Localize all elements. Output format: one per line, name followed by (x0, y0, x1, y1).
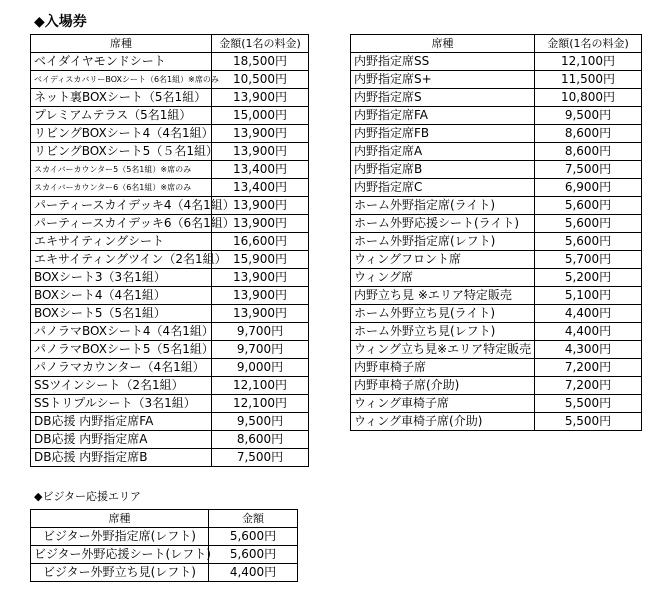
seat-type-cell: ホーム外野立ち見(ライト) (351, 305, 535, 323)
price-cell: 5,200円 (535, 269, 642, 287)
table-row (31, 269, 309, 287)
table-row (351, 125, 642, 143)
header-price: 金額(1名の料金) (212, 35, 309, 53)
seat-type-cell: スカイバーカウンター5（5名1組）※席のみ (31, 161, 212, 179)
table-row (351, 53, 642, 71)
table-row (31, 89, 309, 107)
price-cell: 8,600円 (212, 431, 309, 449)
price-cell: 13,400円 (212, 161, 309, 179)
seat-type-cell: DB応援 内野指定席A (31, 431, 212, 449)
seat-type-cell: ウィングフロント席 (351, 251, 535, 269)
table-row (31, 215, 309, 233)
seat-type-cell: SSトリプルシート（3名1組） (31, 395, 212, 413)
price-cell: 5,600円 (535, 197, 642, 215)
header-price: 金額 (209, 510, 298, 528)
price-cell: 15,900円 (212, 251, 309, 269)
table-row (31, 287, 309, 305)
seat-type-cell: ウィング車椅子席 (351, 395, 535, 413)
table-row (31, 233, 309, 251)
ticket-price-table-right (350, 34, 642, 431)
table-row (31, 305, 309, 323)
table-row (31, 251, 309, 269)
price-cell: 13,900円 (212, 89, 309, 107)
table-row (351, 395, 642, 413)
price-cell: 12,100円 (212, 395, 309, 413)
price-cell: 16,600円 (212, 233, 309, 251)
price-cell: 4,400円 (209, 564, 298, 582)
seat-type-cell: 内野車椅子席(介助) (351, 377, 535, 395)
table-row (31, 359, 309, 377)
table-row (31, 377, 309, 395)
header-seat-type: 席種 (31, 35, 212, 53)
seat-type-cell: リビングBOXシート4（4名1組） (31, 125, 212, 143)
price-cell: 5,600円 (535, 233, 642, 251)
table-row (31, 395, 309, 413)
table-row (31, 143, 309, 161)
visitor-price-table (30, 509, 298, 582)
table-row (351, 323, 642, 341)
price-cell: 13,900円 (212, 143, 309, 161)
price-cell: 6,900円 (535, 179, 642, 197)
seat-type-cell: ホーム外野立ち見(レフト) (351, 323, 535, 341)
seat-type-cell: DB応援 内野指定席FA (31, 413, 212, 431)
table-row (351, 287, 642, 305)
table-row (31, 431, 309, 449)
price-cell: 9,500円 (212, 413, 309, 431)
table-row (351, 161, 642, 179)
price-cell: 9,700円 (212, 323, 309, 341)
seat-type-cell: パノラマBOXシート5（5名1組） (31, 341, 212, 359)
price-cell: 11,500円 (535, 71, 642, 89)
price-cell: 18,500円 (212, 53, 309, 71)
price-cell: 7,500円 (535, 161, 642, 179)
seat-type-cell: パノラマカウンター（4名1組） (31, 359, 212, 377)
table-row (351, 233, 642, 251)
seat-type-cell: パノラマBOXシート4（4名1組） (31, 323, 212, 341)
table-row (351, 413, 642, 431)
seat-type-cell: パーティースカイデッキ6（6名1組） (31, 215, 212, 233)
price-cell: 13,400円 (212, 179, 309, 197)
seat-type-cell: BOXシート4（4名1組） (31, 287, 212, 305)
seat-type-cell: 内野立ち見 ※エリア特定販売 (351, 287, 535, 305)
table-row (31, 546, 298, 564)
table-row (31, 449, 309, 467)
seat-type-cell: スカイバーカウンター6（6名1組）※席のみ (31, 179, 212, 197)
price-cell: 7,200円 (535, 359, 642, 377)
seat-type-cell: ベイダイヤモンドシート (31, 53, 212, 71)
price-cell: 9,700円 (212, 341, 309, 359)
price-cell: 13,900円 (212, 305, 309, 323)
price-cell: 8,600円 (535, 143, 642, 161)
price-cell: 5,500円 (535, 395, 642, 413)
table-row (351, 143, 642, 161)
table-row (351, 215, 642, 233)
table-row (351, 269, 642, 287)
table-row (31, 323, 309, 341)
seat-type-cell: ホーム外野応援シート(ライト) (351, 215, 535, 233)
seat-type-cell: 内野指定席B (351, 161, 535, 179)
price-cell: 13,900円 (212, 269, 309, 287)
seat-type-cell: 内野指定席C (351, 179, 535, 197)
price-cell: 7,500円 (212, 449, 309, 467)
price-cell: 10,800円 (535, 89, 642, 107)
seat-type-cell: ビジター外野応援シート(レフト) (31, 546, 209, 564)
seat-type-cell: ウィング席 (351, 269, 535, 287)
price-cell: 13,900円 (212, 197, 309, 215)
table-header-row (31, 35, 309, 53)
seat-type-cell: プレミアムテラス（5名1組） (31, 107, 212, 125)
seat-type-cell: 内野指定席FA (351, 107, 535, 125)
seat-type-cell: ホーム外野指定席(ライト) (351, 197, 535, 215)
table-row (351, 71, 642, 89)
seat-type-cell: BOXシート5（5名1組） (31, 305, 212, 323)
seat-type-cell: 内野指定席A (351, 143, 535, 161)
header-seat-type: 席種 (31, 510, 209, 528)
seat-type-cell: BOXシート3（3名1組） (31, 269, 212, 287)
visitor-section-title: ◆ビジター応援エリア (34, 490, 142, 503)
seat-type-cell: 内野指定席FB (351, 125, 535, 143)
seat-type-cell: リビングBOXシート5（５名1組） (31, 143, 212, 161)
seat-type-cell: ビジター外野指定席(レフト) (31, 528, 209, 546)
price-cell: 12,100円 (212, 377, 309, 395)
table-row (351, 359, 642, 377)
price-cell: 5,600円 (535, 215, 642, 233)
seat-type-cell: 内野指定席S+ (351, 71, 535, 89)
table-row (351, 341, 642, 359)
price-cell: 15,000円 (212, 107, 309, 125)
price-cell: 10,500円 (212, 71, 309, 89)
seat-type-cell: エキサイティングツイン（2名1組） (31, 251, 212, 269)
seat-type-cell: SSツインシート（2名1組） (31, 377, 212, 395)
table-row (31, 71, 309, 89)
table-row (31, 107, 309, 125)
header-price: 金額(1名の料金) (535, 35, 642, 53)
header-seat-type: 席種 (351, 35, 535, 53)
table-row (31, 179, 309, 197)
table-row (31, 341, 309, 359)
price-cell: 9,000円 (212, 359, 309, 377)
price-cell: 4,400円 (535, 323, 642, 341)
seat-type-cell: ウィング車椅子席(介助) (351, 413, 535, 431)
table-row (31, 161, 309, 179)
table-row (351, 197, 642, 215)
price-cell: 5,600円 (209, 546, 298, 564)
table-row (31, 528, 298, 546)
price-cell: 5,600円 (209, 528, 298, 546)
price-cell: 13,900円 (212, 215, 309, 233)
seat-type-cell: ビジター外野立ち見(レフト) (31, 564, 209, 582)
table-row (351, 251, 642, 269)
seat-type-cell: パーティースカイデッキ4（4名1組） (31, 197, 212, 215)
table-row (31, 564, 298, 582)
price-cell: 4,400円 (535, 305, 642, 323)
table-row (351, 377, 642, 395)
seat-type-cell: 内野指定席SS (351, 53, 535, 71)
ticket-price-table-left (30, 34, 309, 467)
seat-type-cell: 内野車椅子席 (351, 359, 535, 377)
table-header-row (31, 510, 298, 528)
table-row (351, 89, 642, 107)
table-header-row (351, 35, 642, 53)
price-cell: 7,200円 (535, 377, 642, 395)
seat-type-cell: ウィング立ち見※エリア特定販売 (351, 341, 535, 359)
table-row (351, 179, 642, 197)
table-row (351, 305, 642, 323)
seat-type-cell: エキサイティングシート (31, 233, 212, 251)
price-cell: 13,900円 (212, 287, 309, 305)
price-cell: 5,100円 (535, 287, 642, 305)
seat-type-cell: ベイディスカバリーBOXシート（6名1組）※席のみ (31, 71, 212, 89)
price-cell: 5,700円 (535, 251, 642, 269)
price-cell: 12,100円 (535, 53, 642, 71)
price-cell: 13,900円 (212, 125, 309, 143)
price-cell: 9,500円 (535, 107, 642, 125)
seat-type-cell: DB応援 内野指定席B (31, 449, 212, 467)
page-title: ◆入場券 (34, 14, 87, 30)
table-row (31, 197, 309, 215)
price-cell: 8,600円 (535, 125, 642, 143)
table-row (31, 53, 309, 71)
seat-type-cell: ネット裏BOXシート（5名1組） (31, 89, 212, 107)
table-row (351, 107, 642, 125)
table-row (31, 413, 309, 431)
price-cell: 5,500円 (535, 413, 642, 431)
table-row (31, 125, 309, 143)
price-cell: 4,300円 (535, 341, 642, 359)
seat-type-cell: 内野指定席S (351, 89, 535, 107)
seat-type-cell: ホーム外野指定席(レフト) (351, 233, 535, 251)
